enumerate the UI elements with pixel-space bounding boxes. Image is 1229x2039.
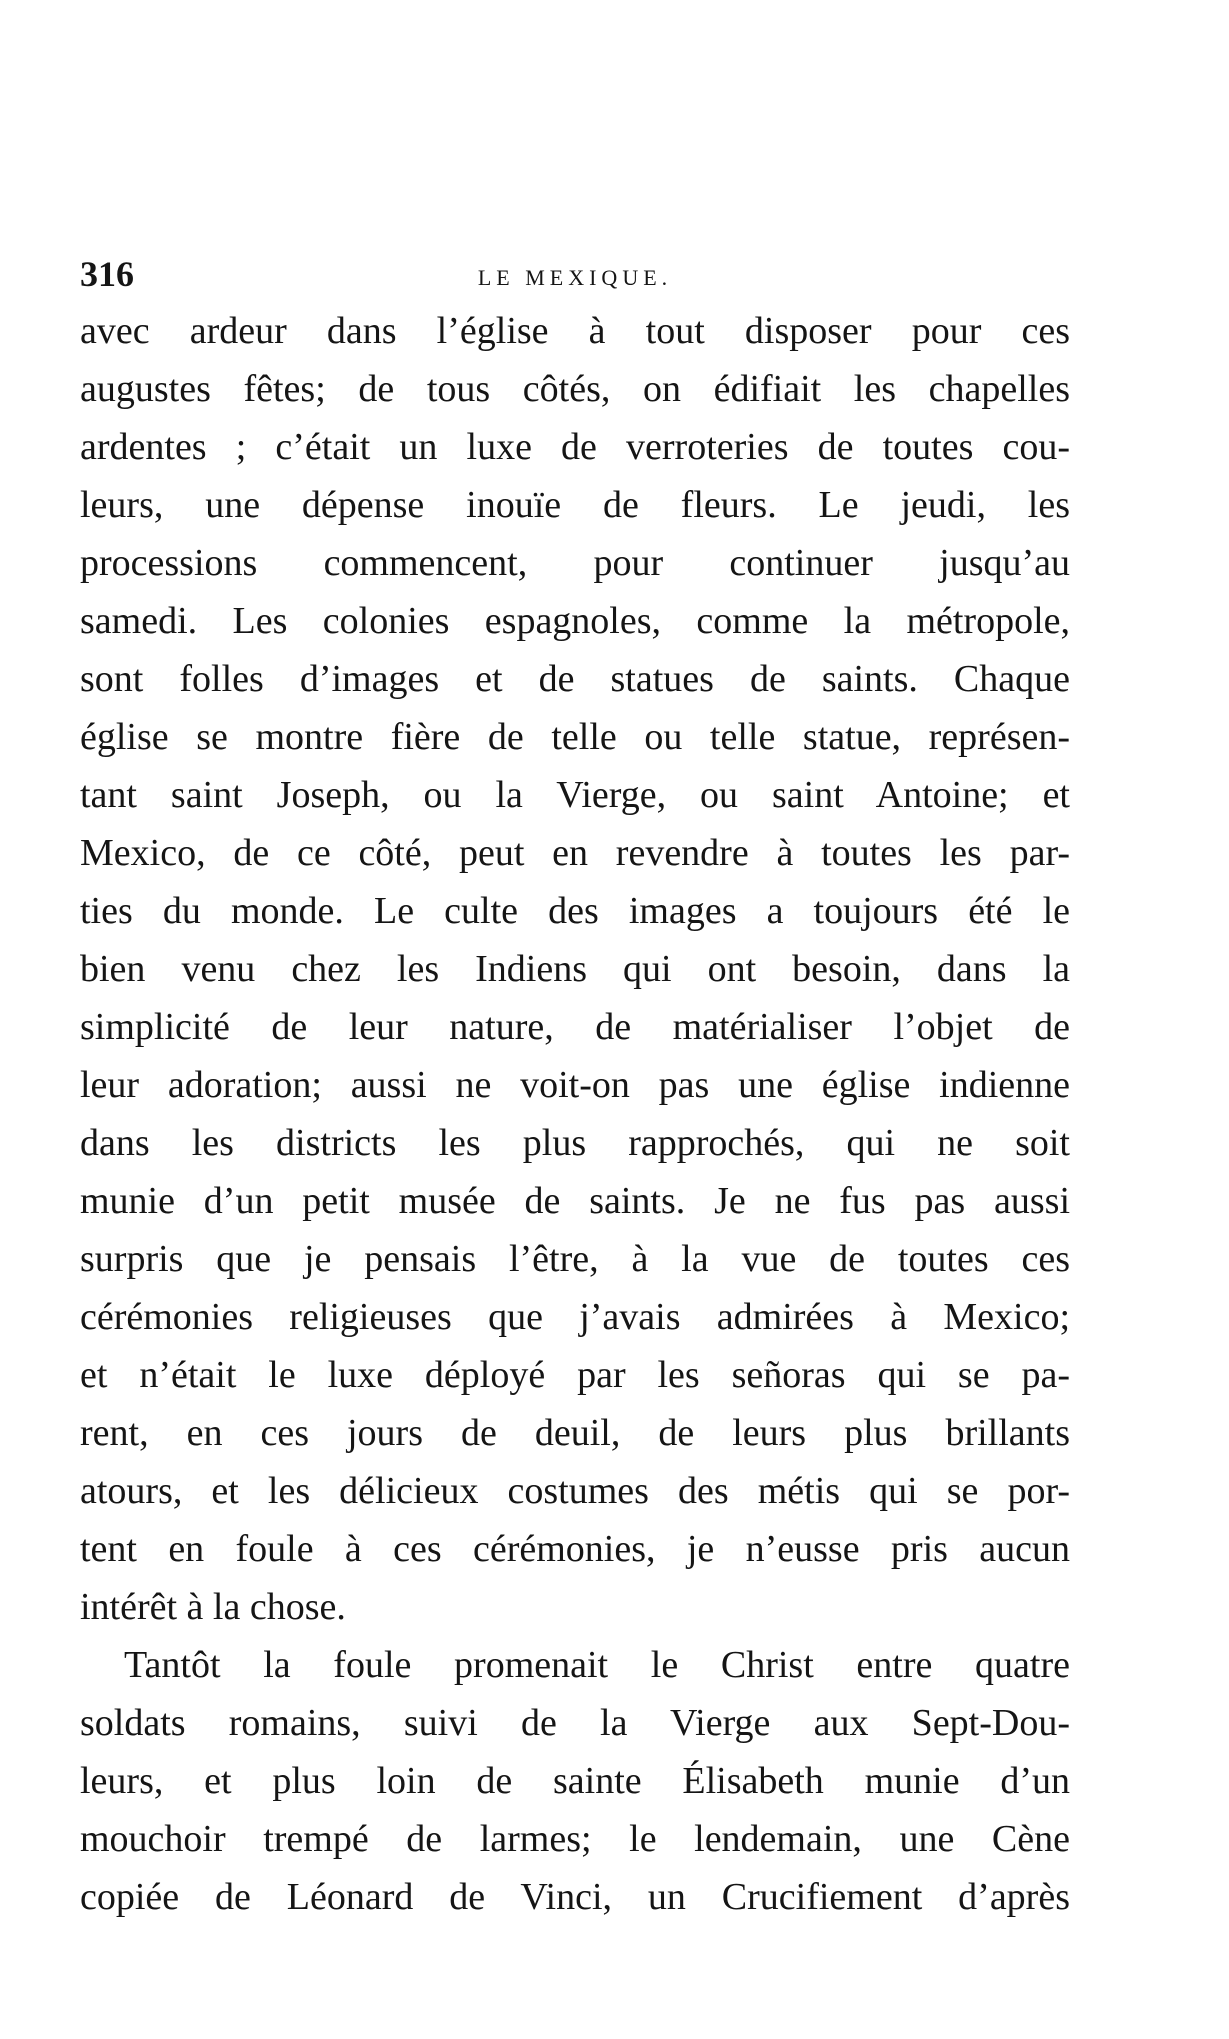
book-page [80,252,1070,1926]
text-line: ties du monde. Le culte des images a toujours été le [80,890,1070,932]
text-line: ardentes ; c’était un luxe de verroteries de toutes cou- [80,426,1070,468]
text-line: dans les districts les plus rapprochés, qui ne soit [80,1122,1070,1164]
text-line: mouchoir trempé de larmes; le lendemain, une Cène [80,1818,1070,1860]
text-line: simplicité de leur nature, de matérialiser l’objet de [80,1006,1070,1048]
running-head [80,252,1070,296]
text-line: avec ardeur dans l’église à tout disposer pour ces [80,310,1070,352]
text-line: soldats romains, suivi de la Vierge aux Sept-Dou- [80,1702,1070,1744]
text-line: processions commencent, pour continuer jusqu’au [80,542,1070,584]
text-line: surpris que je pensais l’être, à la vue de toutes ces [80,1238,1070,1280]
text-line: rent, en ces jours de deuil, de leurs plus brillants [80,1412,1070,1454]
text-line: copiée de Léonard de Vinci, un Crucifiement d’après [80,1876,1070,1918]
text-line: intérêt à la chose. [80,1586,346,1628]
text-line: leur adoration; aussi ne voit-on pas une église indienne [80,1064,1070,1106]
text-line: Tantôt la foule promenait le Christ entre quatre [124,1644,1070,1686]
text-line: Mexico, de ce côté, peut en revendre à toutes les par- [80,832,1070,874]
text-line: leurs, et plus loin de sainte Élisabeth munie d’un [80,1760,1070,1802]
text-line: tent en foule à ces cérémonies, je n’eusse pris aucun [80,1528,1070,1570]
paragraph-2 [80,1636,1070,1926]
text-line: sont folles d’images et de statues de saints. Chaque [80,658,1070,700]
text-line: leurs, une dépense inouïe de fleurs. Le jeudi, les [80,484,1070,526]
text-line: atours, et les délicieux costumes des métis qui se por- [80,1470,1070,1512]
running-title: LE MEXIQUE. [477,265,673,290]
text-line: samedi. Les colonies espagnoles, comme la métropole, [80,600,1070,642]
text-line: munie d’un petit musée de saints. Je ne fus pas aussi [80,1180,1070,1222]
paragraph-1 [80,302,1070,1636]
text-line: cérémonies religieuses que j’avais admirées à Mexico; [80,1296,1070,1338]
text-line: bien venu chez les Indiens qui ont besoin, dans la [80,948,1070,990]
text-line: tant saint Joseph, ou la Vierge, ou saint Antoine; et [80,774,1070,816]
text-line: augustes fêtes; de tous côtés, on édifiait les chapelles [80,368,1070,410]
page-number: 316 [80,254,134,294]
text-line: et n’était le luxe déployé par les señoras qui se pa- [80,1354,1070,1396]
text-line: église se montre fière de telle ou telle statue, représen- [80,716,1070,758]
